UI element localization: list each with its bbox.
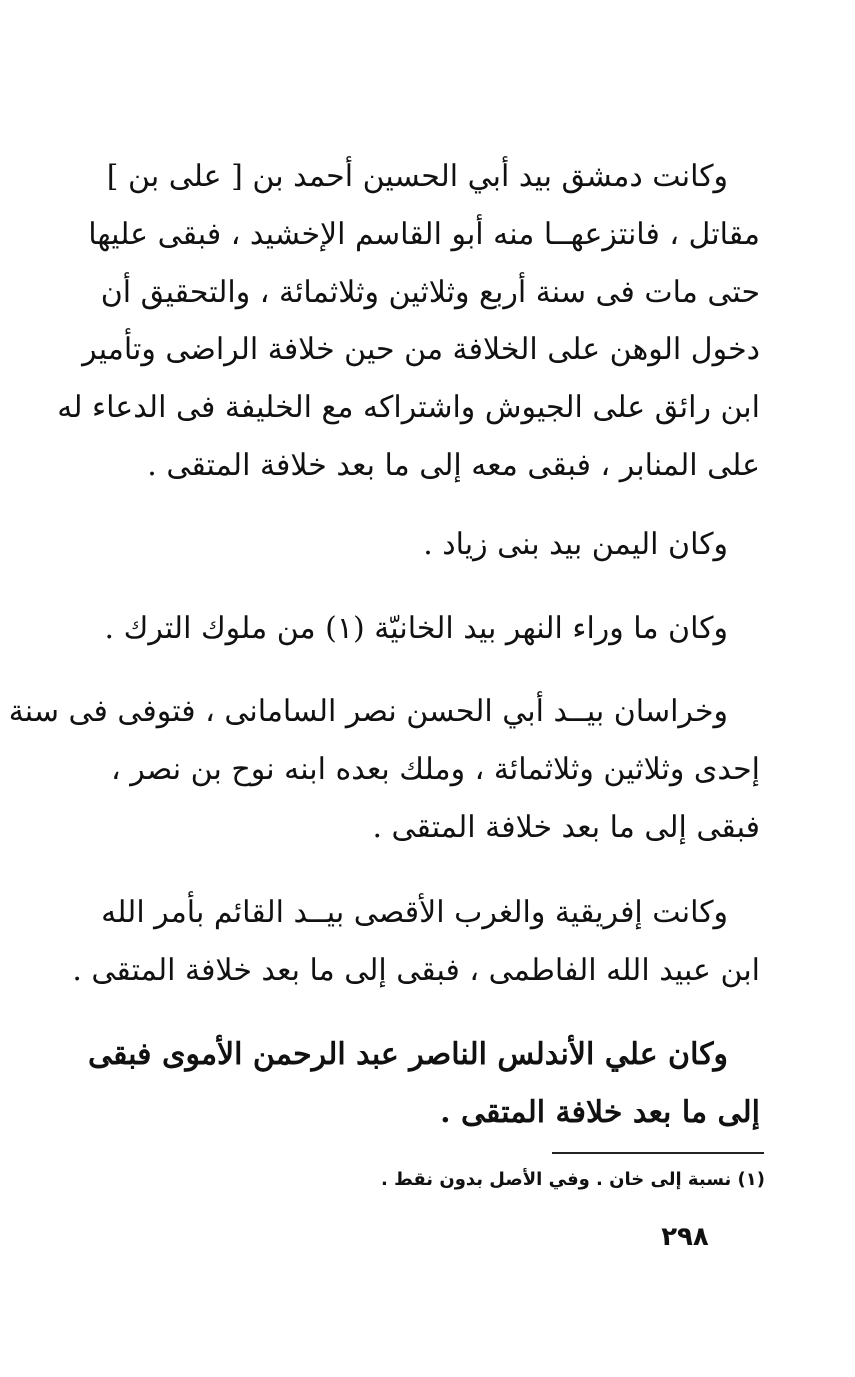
text-line: على المنابر ، فبقى معه إلى ما بعد خلافة المتقى . (147, 447, 760, 483)
text-line: وكانت دمشق بيد أبي الحسين أحمد بن [ على بن ] (106, 159, 728, 194)
footnote: (١) نسبة إلى خان . وفي الأصل بدون نقط . (380, 1169, 765, 1190)
paragraph-yemen (100, 516, 760, 574)
text-line: وكان ما وراء النهر بيد الخانيّة (١) من ملوك الترك . (104, 611, 728, 646)
paragraph-damascus (57, 148, 760, 495)
paragraph-khorasan (8, 683, 760, 856)
text-line: إلى ما بعد خلافة المتقى . (440, 1094, 760, 1130)
text-line: فبقى إلى ما بعد خلافة المتقى . (372, 809, 760, 845)
text-line: ابن عبيد الله الفاطمى ، فبقى إلى ما بعد خلافة المتقى . (72, 952, 760, 988)
text-line: حتى مات فى سنة أربع وثلاثين وثلاثمائة ، والتحقيق أن (100, 274, 760, 310)
text-line: إحدى وثلاثين وثلاثمائة ، وملك بعده ابنه نوح بن نصر ، (110, 751, 760, 787)
paragraph-ifriqiya (72, 884, 760, 1000)
footnote-divider (552, 1152, 764, 1154)
paragraph-transoxiana (100, 600, 760, 658)
text-line: مقاتل ، فانتزعهــا منه أبو القاسم الإخشيد ، فبقى عليها (88, 216, 760, 252)
text-line: ابن رائق على الجيوش واشتراكه مع الخليفة فى الدعاء له (57, 390, 760, 426)
paragraph-andalus (87, 1026, 760, 1142)
text-line: وخراسان بيــد أبي الحسن نصر السامانى ، فتوفى فى سنة (8, 694, 728, 729)
text-line: دخول الوهن على الخلافة من حين خلافة الراضى وتأمير (82, 332, 760, 368)
page-number: ٢٩٨ (661, 1222, 709, 1252)
text-line: وكان اليمن بيد بنى زياد . (423, 527, 728, 562)
text-line: وكان علي الأندلس الناصر عبد الرحمن الأموى فبقى (87, 1037, 728, 1072)
text-line: وكانت إفريقية والغرب الأقصى بيــد القائم بأمر الله (101, 895, 728, 930)
